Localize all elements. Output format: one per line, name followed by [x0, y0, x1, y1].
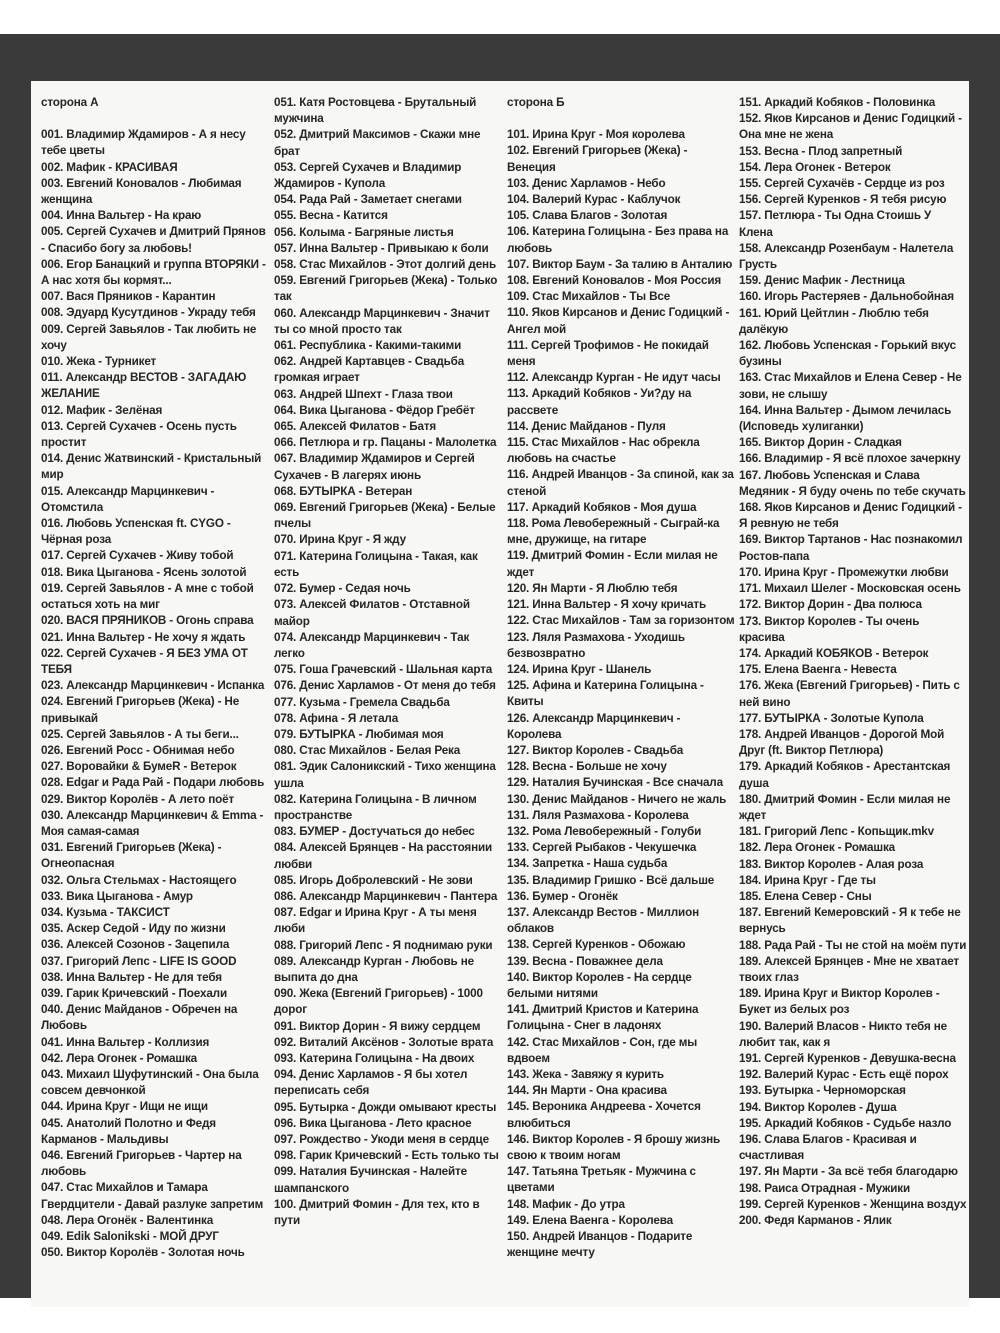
track-item: 153. Весна - Плод запретный	[739, 144, 903, 158]
track-item: 151. Аркадий Кобяков - Половинка	[739, 96, 936, 109]
track-item: 052. Дмитрий Максимов - Скажи мне брат	[274, 128, 481, 158]
track-item: 175. Елена Ваенга - Невеста	[739, 663, 897, 677]
track-item: 048. Лера Огонёк - Валентинка	[41, 1213, 214, 1227]
track-item: 086. Александр Марцинкевич - Пантера	[274, 889, 498, 903]
track-item: 074. Александр Марцинкевич - Так легко	[274, 630, 470, 660]
track-item: 079. БУТЫРКА - Любимая моя	[274, 727, 444, 741]
track-item: 137. Александр Вестов - Миллион облаков	[507, 905, 699, 936]
track-item: 120. Ян Марти - Я Люблю тебя	[507, 581, 678, 595]
track-item: 189. Ирина Круг и Виктор Королев - Букет из белых роз	[739, 987, 940, 1017]
track-item: 035. Аскер Седой - Иду по жизни	[41, 922, 226, 936]
track-item: 139. Весна - Поважнее дела	[507, 954, 663, 968]
track-item: 100. Дмитрий Фомин - Для тех, кто в пути	[274, 1197, 480, 1228]
track-item: 155. Сергей Сухачёв - Сердце из роз	[739, 177, 945, 191]
track-item: 173. Виктор Королев - Ты очень красива	[739, 614, 920, 644]
track-item: 053. Сергей Сухачев и Владимир Ждамиров - Купола	[274, 160, 462, 191]
side-a-title: сторона А	[41, 96, 99, 109]
track-item: 199. Сергей Куренков - Женщина воздух	[739, 1197, 967, 1211]
track-item: 142. Стас Михайлов - Сон, где мы вдвоем	[507, 1035, 698, 1065]
track-item: 104. Валерий Курас - Каблучок	[507, 193, 681, 207]
track-item: 096. Вика Цыганова - Лето красное	[274, 1116, 472, 1130]
track-item: 055. Весна - Катится	[274, 209, 388, 223]
track-item: 090. Жека (Евгений Григорьев) - 1000 дорог	[274, 987, 483, 1017]
track-item: 130. Денис Майданов - Ничего не жаль	[507, 792, 727, 806]
track-item: 041. Инна Вальтер - Коллизия	[41, 1035, 210, 1049]
track-item: 176. Жека (Евгений Григорьев) - Пить с ней вино	[739, 679, 960, 709]
track-item: 019. Сергей Завьялов - А мне с тобой остаться хоть на миг	[41, 581, 254, 612]
track-item: 167. Любовь Успенская и Слава Медяник - Я буду очень по тебе скучать	[739, 468, 966, 498]
track-item: 156. Сергей Куренков - Я тебя рисую	[739, 193, 947, 207]
track-item: 033. Вика Цыганова - Амур	[41, 889, 193, 903]
track-item: 020. ВАСЯ ПРЯНИКОВ - Огонь справа	[41, 614, 254, 628]
track-item: 047. Стас Михайлов и Тамара Гвердцители - Давай разлуке запретим	[41, 1181, 264, 1211]
tracklist-column-4	[739, 95, 967, 1229]
track-item: 057. Инна Вальтер - Привыкаю к боли	[274, 241, 489, 255]
track-item: 105. Слава Благов - Золотая	[507, 209, 668, 223]
track-item: 189. Алексей Брянцев - Мне не хватает твоих глаз	[739, 954, 959, 984]
track-item: 143. Жека - Завяжу я курить	[507, 1067, 664, 1081]
track-item: 056. Колыма - Багряные листья	[274, 225, 454, 239]
track-item: 168. Яков Кирсанов и Денис Годицкий - Я ревную не тебя	[739, 501, 962, 531]
track-item: 034. Кузьма - ТАКСИСТ	[41, 905, 170, 919]
track-item: 024. Евгений Григорьев (Жека) - Не привыкай	[41, 695, 240, 725]
track-item: 009. Сергей Завьялов - Так любить не хочу	[41, 322, 257, 352]
track-item: 095. Бутырка - Дожди омывают кресты	[274, 1100, 497, 1114]
track-item: 188. Рада Рай - Ты не стой на моём пути	[739, 938, 967, 952]
track-item: 113. Аркадий Кобяков - Уи?ду на рассвете	[507, 387, 692, 417]
tracklist-column-1	[41, 95, 269, 1261]
track-item: 028. Edgar и Рада Рай - Подари любовь	[41, 776, 265, 790]
track-item: 045. Анатолий Полотно и Федя Карманов - Мальдивы	[41, 1116, 216, 1146]
track-item: 182. Лера Огонек - Ромашка	[739, 841, 895, 855]
track-item: 062. Андрей Картавцев - Свадьба громкая играет	[274, 355, 465, 385]
track-item: 015. Александр Марцинкевич - Отомстила	[41, 484, 215, 514]
track-item: 050. Виктор Королёв - Золотая ночь	[41, 1246, 245, 1260]
track-item: 004. Инна Вальтер - На краю	[41, 209, 202, 223]
track-item: 049. Edik Salonikski - МОЙ ДРУГ	[41, 1230, 219, 1244]
track-item: 114. Денис Майданов - Пуля	[507, 419, 666, 433]
track-item: 157. Петлюра - Ты Одна Стоишь У Клена	[739, 209, 932, 239]
track-item: 088. Григорий Лепс - Я поднимаю руки	[274, 938, 493, 952]
track-item: 078. Афина - Я летала	[274, 711, 399, 725]
track-item: 112. Александр Курган - Не идут часы	[507, 371, 721, 385]
tracklist-sheet	[31, 81, 969, 1307]
track-item: 010. Жека - Турникет	[41, 355, 157, 369]
track-item: 001. Владимир Ждамиров - А я несу тебе цветы	[41, 128, 246, 158]
track-item: 058. Стас Михайлов - Этот долгий день	[274, 258, 496, 272]
track-item: 060. Александр Марцинкевич - Значит ты со мной просто так	[274, 306, 490, 336]
track-item: 081. Эдик Салоникский - Тихо женщина ушла	[274, 760, 496, 790]
track-item: 069. Евгений Григорьев (Жека) - Белые пчелы	[274, 501, 496, 531]
track-item: 083. БУМЕР - Достучаться до небес	[274, 825, 475, 839]
track-item: 185. Елена Север - Сны	[739, 889, 872, 903]
track-item: 039. Гарик Кричевский - Поехали	[41, 986, 227, 1000]
track-item: 030. Александр Марцинкевич & Emma - Моя самая-самая	[41, 808, 264, 838]
track-item: 109. Стас Михайлов - Ты Все	[507, 290, 671, 304]
track-item: 154. Лера Огонек - Ветерок	[739, 160, 891, 174]
track-item: 097. Рождество - Укоди меня в сердце	[274, 1133, 489, 1146]
track-item: 082. Катерина Голицына - В личном пространстве	[274, 792, 477, 822]
track-item: 117. Аркадий Кобяков - Моя душа	[507, 500, 697, 514]
track-item: 158. Александр Розенбаум - Налетела Грусть	[739, 241, 954, 272]
track-item: 107. Виктор Баум - За талию в Анталию	[507, 257, 733, 271]
track-item: 174. Аркадий КОБЯКОВ - Ветерок	[739, 646, 929, 660]
track-item: 136. Бумер - Огонёк	[507, 889, 618, 903]
track-item: 194. Виктор Королев - Душа	[739, 1100, 897, 1114]
track-item: 018. Вика Цыганова - Ясень золотой	[41, 565, 247, 579]
track-item: 013. Сергей Сухачев - Осень пусть простит	[41, 419, 237, 450]
track-item: 187. Евгений Кемеровский - Я к тебе не вернусь	[739, 906, 961, 936]
track-item: 106. Катерина Голицына - Без права на любовь	[507, 225, 729, 255]
track-item: 159. Денис Мафик - Лестница	[739, 274, 905, 288]
track-item: 025. Сергей Завьялов - А ты беги...	[41, 727, 239, 741]
track-item: 022. Сергей Сухачев - Я БЕЗ УМА ОТ ТЕБЯ	[41, 646, 248, 676]
track-item: 197. Ян Марти - За всё тебя благодарю	[739, 1165, 958, 1179]
track-item: 077. Кузьма - Гремела Свадьба	[274, 695, 450, 709]
track-item: 038. Инна Вальтер - Не для тебя	[41, 970, 222, 984]
track-item: 103. Денис Харламов - Небо	[507, 176, 666, 190]
track-item: 183. Виктор Королев - Алая роза	[739, 857, 924, 871]
track-item: 032. Ольга Стельмах - Настоящего	[41, 873, 237, 887]
track-item: 184. Ирина Круг - Где ты	[739, 873, 876, 887]
track-item: 193. Бутырка - Черноморская	[739, 1084, 906, 1098]
track-item: 051. Катя Ростовцева - Брутальный мужчина	[274, 96, 477, 126]
track-item: 064. Вика Цыганова - Фёдор Гребёт	[274, 403, 475, 417]
track-item: 002. Мафик - КРАСИВАЯ	[41, 160, 178, 174]
track-item: 178. Андрей Иванцов - Дорогой Мой Друг (ft. Виктор Петлюра)	[739, 727, 945, 758]
track-item: 147. Татьяна Третьяк - Мужчина с цветами	[507, 1165, 696, 1195]
tracklist-column-3	[507, 95, 735, 1261]
track-item: 196. Слава Благов - Красивая и счастливая	[739, 1133, 917, 1163]
track-item: 198. Раиса Отрадная - Мужики	[739, 1181, 911, 1195]
track-item: 085. Игорь Добролевский - Не зови	[274, 873, 473, 887]
track-item: 122. Стас Михайлов - Там за горизонтом	[507, 614, 735, 628]
track-item: 123. Ляля Размахова - Уходишь безвозвратно	[507, 630, 685, 660]
track-item: 164. Инна Вальтер - Дымом лечилась (Исповедь хулиганки)	[739, 403, 952, 434]
track-item: 091. Виктор Дорин - Я вижу сердцем	[274, 1019, 481, 1033]
track-item: 017. Сергей Сухачев - Живу тобой	[41, 549, 234, 563]
track-item: 046. Евгений Григорьев - Чартер на любовь	[41, 1149, 242, 1179]
track-item: 094. Денис Харламов - Я бы хотел переписать себя	[274, 1068, 468, 1098]
track-item: 084. Алексей Брянцев - На расстоянии любви	[274, 841, 493, 871]
track-item: 037. Григорий Лепс - LIFE IS GOOD	[41, 954, 237, 968]
track-item: 162. Любовь Успенская - Горький вкус бузины	[739, 339, 957, 369]
track-item: 070. Ирина Круг - Я жду	[274, 533, 406, 547]
track-item: 134. Запретка - Наша судьба	[507, 857, 668, 871]
track-item: 099. Наталия Бучинская - Налейте шампанского	[274, 1165, 467, 1195]
track-item: 132. Рома Левобережный - Голуби	[507, 824, 702, 838]
track-item: 063. Андрей Шпехт - Глаза твои	[274, 387, 453, 401]
track-item: 036. Алексей Созонов - Зацепила	[41, 938, 230, 952]
track-item: 040. Денис Майданов - Обречен на Любовь	[41, 1003, 238, 1033]
track-item: 133. Сергей Рыбаков - Чекушечка	[507, 841, 697, 855]
track-item: 115. Стас Михайлов - Нас обрекла любовь на счастье	[507, 436, 700, 466]
track-item: 124. Ирина Круг - Шанель	[507, 662, 652, 676]
track-item: 012. Мафик - Зелёная	[41, 403, 163, 417]
track-item: 140. Виктор Королев - На сердце белыми нитями	[507, 970, 692, 1000]
track-item: 169. Виктор Тартанов - Нас познакомил Ростов-папа	[739, 533, 963, 563]
track-item: 005. Сергей Сухачев и Дмитрий Прянов - Спасибо богу за любовь!	[41, 225, 266, 255]
track-item: 152. Яков Кирсанов и Денис Годицкий - Она мне не жена	[739, 112, 962, 142]
track-item: 003. Евгений Коновалов - Любимая женщина	[41, 176, 242, 207]
track-item: 067. Владимир Ждамиров и Сергей Сухачев - В лагерях июнь	[274, 452, 475, 482]
track-item: 127. Виктор Королев - Свадьба	[507, 743, 684, 757]
track-item: 007. Вася Пряников - Карантин	[41, 290, 216, 304]
track-item: 073. Алексей Филатов - Отставной майор	[274, 598, 470, 628]
track-item: 006. Егор Банацкий и группа ВТОРЯКИ - А нас хотя бы кормят...	[41, 257, 266, 288]
track-item: 181. Григорий Лепс - Копьщик.mkv	[739, 825, 935, 839]
track-item: 027. Воровайки & БумеR - Ветерок	[41, 760, 237, 774]
track-item: 102. Евгений Григорьев (Жека) - Венеция	[507, 144, 688, 174]
track-item: 021. Инна Вальтер - Не хочу я ждать	[41, 630, 246, 644]
track-item: 093. Катерина Голицына - На двоих	[274, 1051, 475, 1065]
track-item: 128. Весна - Больше не хочу	[507, 760, 667, 774]
track-item: 129. Наталия Бучинская - Все сначала	[507, 776, 723, 790]
track-item: 119. Дмитрий Фомин - Если милая не ждет	[507, 549, 718, 579]
track-item: 145. Вероника Андреева - Хочется влюбиться	[507, 1100, 701, 1130]
track-item: 135. Владимир Гришко - Всё дальше	[507, 873, 715, 887]
track-item: 116. Андрей Иванцов - За спиной, как за стеной	[507, 468, 734, 498]
track-item: 166. Владимир - Я всё плохое зачеркну	[739, 452, 961, 466]
track-item: 071. Катерина Голицына - Такая, как есть	[274, 549, 478, 579]
track-item: 080. Стас Михайлов - Белая Река	[274, 744, 461, 758]
track-item: 126. Александр Марцинкевич - Королева	[507, 711, 681, 741]
track-item: 101. Ирина Круг - Моя королева	[507, 128, 685, 142]
track-item: 149. Елена Ваенга - Королева	[507, 1213, 673, 1227]
track-item: 195. Аркадий Кобяков - Судьбе назло	[739, 1116, 952, 1130]
track-item: 087. Edgar и Ирина Круг - А ты меня люби	[274, 906, 477, 936]
track-item: 141. Дмитрий Кристов и Катерина Голицына - Снег в ладонях	[507, 1003, 699, 1033]
track-item: 179. Аркадий Кобяков - Арестантская душа	[739, 760, 951, 790]
track-item: 125. Афина и Катерина Голицына - Квиты	[507, 679, 704, 709]
track-item: 171. Михаил Шелег - Московская осень	[739, 582, 961, 596]
tracklist-column-2	[274, 95, 502, 1229]
track-item: 008. Эдуард Кусутдинов - Украду тебя	[41, 306, 256, 320]
track-item: 011. Александр ВЕСТОВ - ЗАГАДАЮ ЖЕЛАНИЕ	[41, 371, 247, 401]
track-item: 023. Александр Марцинкевич - Испанка	[41, 679, 265, 693]
track-item: 170. Ирина Круг - Промежутки любви	[739, 565, 949, 579]
track-item: 029. Виктор Королёв - А лето поёт	[41, 792, 235, 806]
track-item: 131. Ляля Размахова - Королева	[507, 808, 689, 822]
track-item: 065. Алексей Филатов - Батя	[274, 420, 437, 434]
track-item: 089. Александр Курган - Любовь не выпита до дна	[274, 954, 474, 984]
track-item: 016. Любовь Успенская ft. CYGO - Чёрная роза	[41, 517, 231, 547]
track-item: 076. Денис Харламов - От меня до тебя	[274, 679, 496, 693]
track-item: 177. БУТЫРКА - Золотые Купола	[739, 711, 924, 725]
track-item: 110. Яков Кирсанов и Денис Годицкий - Ангел мой	[507, 306, 730, 336]
track-item: 144. Ян Марти - Она красива	[507, 1084, 667, 1098]
track-item: 043. Михаил Шуфутинский - Она была совсем девчонкой	[41, 1067, 259, 1098]
track-item: 160. Игорь Растеряев - Дальнобойная	[739, 290, 954, 304]
track-item: 150. Андрей Иванцов - Подарите женщине мечту	[507, 1230, 693, 1260]
track-item: 200. Федя Карманов - Ялик	[739, 1214, 892, 1228]
side-b-title: сторона Б	[507, 96, 565, 109]
track-item: 148. Мафик - До утра	[507, 1197, 625, 1211]
track-item: 118. Рома Левобережный - Сыграй-ка мне, дружище, на гитаре	[507, 517, 720, 547]
track-item: 066. Петлюра и гр. Пацаны - Малолетка	[274, 436, 497, 450]
track-item: 111. Сергей Трофимов - Не покидай меня	[507, 338, 709, 369]
track-item: 092. Виталий Аксёнов - Золотые врата	[274, 1035, 494, 1049]
track-item: 098. Гарик Кричевский - Есть только ты	[274, 1149, 499, 1163]
track-item: 014. Денис Жатвинский - Кристальный мир	[41, 452, 262, 482]
track-item: 061. Республика - Какими-такими	[274, 339, 462, 353]
track-item: 146. Виктор Королев - Я брошу жизнь свою к твоим ногам	[507, 1132, 721, 1162]
track-item: 044. Ирина Круг - Ищи не ищи	[41, 1100, 208, 1114]
track-item: 068. БУТЫРКА - Ветеран	[274, 484, 413, 498]
track-item: 108. Евгений Коновалов - Моя Россия	[507, 274, 722, 288]
track-item: 026. Евгений Росс - Обнимая небо	[41, 743, 235, 757]
track-item: 161. Юрий Цейтлин - Люблю тебя далёкую	[739, 306, 929, 336]
dark-frame	[0, 34, 1000, 1298]
track-item: 059. Евгений Григорьев (Жека) - Только так	[274, 274, 498, 304]
track-item: 190. Валерий Власов - Никто тебя не любит так, как я	[739, 1019, 947, 1049]
track-item: 054. Рада Рай - Заметает снегами	[274, 193, 462, 207]
track-item: 138. Сергей Куренков - Обожаю	[507, 938, 686, 952]
track-item: 163. Стас Михайлов и Елена Север - Не зови, не слышу	[739, 371, 962, 401]
track-item: 192. Валерий Курас - Есть ещё порох	[739, 1068, 949, 1082]
track-item: 072. Бумер - Седая ночь	[274, 582, 411, 596]
track-item: 165. Виктор Дорин - Сладкая	[739, 436, 902, 450]
track-item: 180. Дмитрий Фомин - Если милая не ждет	[739, 792, 951, 822]
track-item: 042. Лера Огонек - Ромашка	[41, 1051, 197, 1065]
track-item: 121. Инна Вальтер - Я хочу кричать	[507, 598, 707, 612]
track-item: 075. Гоша Грачевский - Шальная карта	[274, 663, 493, 677]
track-item: 172. Виктор Дорин - Два полюса	[739, 598, 922, 612]
track-item: 191. Сергей Куренков - Девушка-весна	[739, 1051, 956, 1065]
track-item: 031. Евгений Григорьев (Жека) - Огнеопасная	[41, 841, 222, 871]
